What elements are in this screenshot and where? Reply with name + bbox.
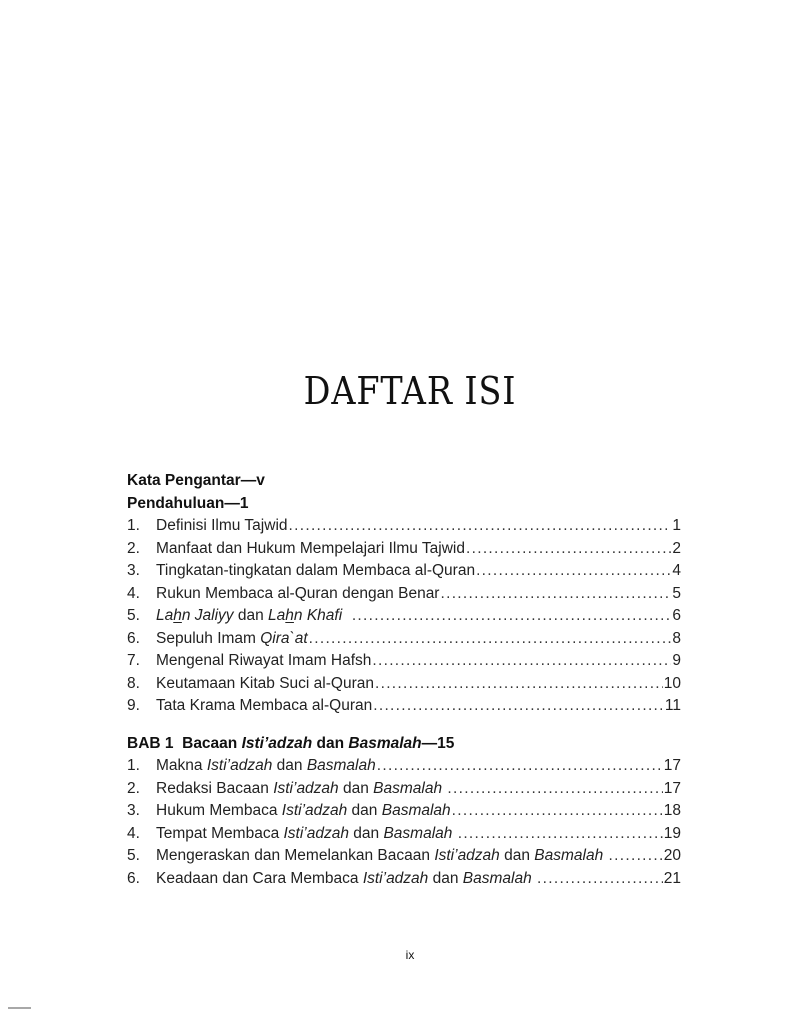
entry-page: 6 (672, 607, 681, 624)
term-basmalah: Basmalah (348, 734, 422, 752)
dot-leader (537, 868, 663, 891)
toc-heading-bab-1[interactable] (127, 733, 681, 756)
text-fragment: dan (428, 869, 463, 887)
dot-leader (375, 673, 663, 696)
toc-entry[interactable] (127, 515, 681, 538)
toc-entry[interactable] (127, 583, 681, 606)
dot-leader (289, 515, 672, 538)
term-basmalah: Basmalah (534, 847, 604, 864)
text-fragment: dan (312, 734, 349, 752)
text-fragment: n Jaliyy (181, 607, 234, 624)
entry-page: 21 (663, 869, 681, 887)
entry-number: 2. (127, 779, 140, 797)
entry-label: Mengenal Riwayat Imam Hafsh (156, 652, 372, 669)
entry-label (156, 628, 308, 651)
text-fragment: n Khafi (293, 607, 343, 624)
entry-label: Rukun Membaca al-Quran dengan Benar (156, 584, 440, 602)
text-fragment: Sepuluh Imam (156, 629, 261, 647)
text-fragment: dan (348, 824, 384, 842)
toc-entry[interactable] (127, 868, 681, 891)
underlined-letter: h (173, 607, 182, 624)
text-fragment (603, 847, 607, 864)
entry-number: 4. (127, 824, 140, 842)
toc-entry[interactable] (127, 605, 681, 628)
toc-entry[interactable] (127, 845, 681, 868)
entry-number: 9. (127, 697, 140, 714)
dot-leader (373, 695, 664, 718)
text-fragment: Mengeraskan dan Memelankan Bacaan (156, 847, 435, 864)
entry-number: 3. (127, 802, 140, 819)
entry-label: Definisi Ilmu Tajwid (156, 517, 288, 534)
entry-page: 10 (663, 674, 681, 692)
entry-page: 4 (672, 562, 681, 579)
text-fragment: La (268, 607, 286, 624)
underlined-letter: h (285, 607, 294, 624)
entry-page: 2 (672, 539, 681, 557)
text-fragment: Tempat Membaca (156, 824, 284, 842)
entry-page: 11 (664, 697, 681, 714)
dot-leader (372, 650, 671, 673)
entry-number: 1. (127, 517, 140, 534)
term-istiadzah: Isti’adzah (241, 734, 313, 752)
term-istiadzah: Isti’adzah (362, 869, 429, 887)
toc-entry[interactable] (127, 778, 681, 801)
term-istiadzah: Isti’adzah (206, 757, 273, 774)
text-fragment (342, 607, 351, 624)
dot-leader (466, 538, 671, 561)
term-lahn-khafi (268, 607, 342, 624)
term-basmalah: Basmalah (306, 757, 376, 774)
entry-page: 17 (663, 779, 681, 797)
term-qiraat: Qira`at (260, 629, 308, 647)
toc-entry[interactable] (127, 800, 681, 823)
entry-number: 4. (127, 584, 140, 602)
entry-label (156, 778, 446, 801)
text-fragment: dan (272, 757, 307, 774)
entry-page: 9 (672, 652, 681, 669)
toc-entry[interactable] (127, 823, 681, 846)
dot-leader (452, 800, 663, 823)
text-fragment: BAB 1 Bacaan (127, 734, 242, 752)
term-basmalah: Basmalah (383, 824, 453, 842)
text-fragment (452, 825, 456, 842)
entry-number: 5. (127, 607, 140, 624)
dot-leader (447, 778, 662, 801)
entry-label (156, 823, 457, 846)
term-basmalah: Basmalah (462, 869, 532, 887)
text-fragment: Hukum Membaca (156, 802, 282, 819)
term-lahn-jaliyy (156, 607, 234, 624)
entry-page: 5 (672, 584, 681, 602)
entry-label: Keutamaan Kitab Suci al-Quran (156, 674, 374, 692)
term-istiadzah: Isti’adzah (434, 847, 500, 864)
entry-number: 6. (127, 629, 140, 647)
text-fragment (442, 780, 446, 797)
toc-heading-kata-pengantar[interactable]: Kata Pengantar—v (127, 472, 265, 489)
entry-number: 7. (127, 652, 140, 669)
table-of-contents (127, 470, 681, 890)
entry-label (156, 755, 376, 778)
toc-entry[interactable] (127, 650, 681, 673)
text-fragment: dan (499, 847, 535, 864)
text-fragment: dan (233, 607, 269, 624)
section-spacer (127, 718, 681, 733)
entry-number: 6. (127, 869, 140, 887)
term-istiadzah: Isti’adzah (281, 802, 348, 819)
toc-entry[interactable] (127, 755, 681, 778)
entry-label (156, 845, 608, 868)
crop-mark (8, 1007, 31, 1009)
toc-entry[interactable] (127, 538, 681, 561)
dot-leader (309, 628, 672, 651)
entry-page: 20 (663, 847, 681, 864)
toc-entry[interactable] (127, 560, 681, 583)
dot-leader (609, 845, 663, 868)
page-title: DAFTAR ISI (303, 369, 517, 413)
toc-entry[interactable] (127, 673, 681, 696)
text-fragment: dan (338, 779, 374, 797)
entry-label: Tingkatan-tingkatan dalam Membaca al-Quran (156, 562, 476, 579)
entry-page: 8 (672, 629, 681, 647)
term-basmalah: Basmalah (381, 802, 451, 819)
dot-leader (476, 560, 671, 583)
entry-label (156, 800, 451, 823)
entry-number: 8. (127, 674, 140, 692)
text-fragment (532, 870, 536, 887)
dot-leader (458, 823, 663, 846)
toc-entry[interactable] (127, 628, 681, 651)
entry-label: Tata Krama Membaca al-Quran (156, 697, 373, 714)
term-istiadzah: Isti’adzah (273, 779, 339, 797)
text-fragment: La (156, 607, 174, 624)
page-number: ix (405, 948, 415, 962)
dot-leader (440, 583, 671, 606)
entry-number: 5. (127, 847, 140, 864)
entry-label (156, 605, 351, 628)
term-basmalah: Basmalah (373, 779, 443, 797)
entry-number: 2. (127, 539, 140, 557)
text-fragment: Makna (156, 757, 207, 774)
text-fragment: Redaksi Bacaan (156, 779, 274, 797)
text-fragment: dan (347, 802, 382, 819)
entry-page: 19 (663, 824, 681, 842)
entry-page: 1 (672, 517, 681, 534)
text-fragment: Keadaan dan Cara Membaca (156, 869, 363, 887)
toc-entry[interactable] (127, 695, 681, 718)
text-fragment: —15 (421, 734, 455, 752)
dot-leader (352, 605, 672, 628)
term-istiadzah: Isti’adzah (283, 824, 349, 842)
entry-number: 1. (127, 757, 140, 774)
entry-page: 17 (663, 757, 681, 774)
entry-number: 3. (127, 562, 140, 579)
entry-page: 18 (663, 802, 681, 819)
toc-heading-pendahuluan[interactable]: Pendahuluan—1 (127, 494, 249, 512)
entry-label (156, 868, 536, 891)
dot-leader (377, 755, 663, 778)
entry-label: Manfaat dan Hukum Mempelajari Ilmu Tajwid (156, 539, 465, 557)
